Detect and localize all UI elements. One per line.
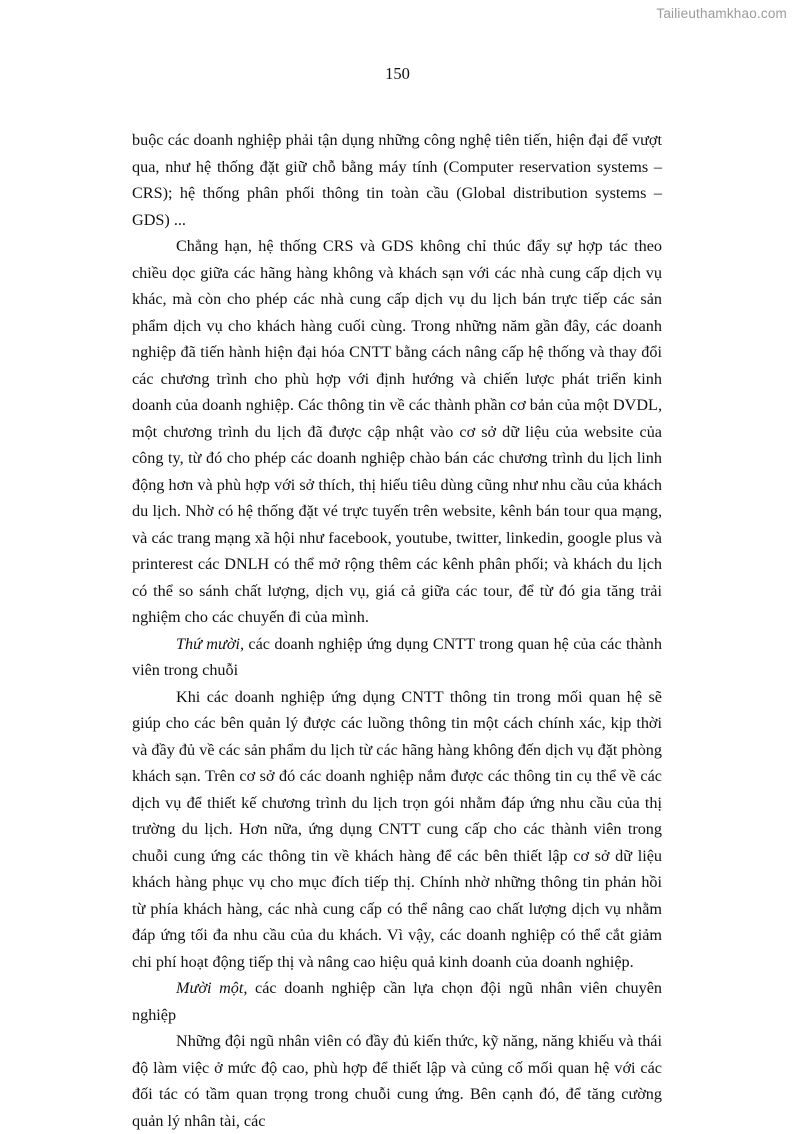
paragraph-2: Chẳng hạn, hệ thống CRS và GDS không chỉ thúc đẩy sự hợp tác theo chiều dọc giữa các hãng hàng không và khách sạn với các nhà cung cấp dịch vụ khác, mà còn cho phép các nhà cung cấp dịch vụ du lịch bán trực tiếp các sản phẩm dịch vụ cho khách hàng cuối cùng. Trong những năm gần đây, các doanh nghiệp đã tiến hành hiện đại hóa CNTT bằng cách nâng cấp hệ thống và thay đổi các chương trình cho phù hợp với định hướng và chiến lược phát triển kinh doanh của doanh nghiệp. Các thông tin về các thành phần cơ bản của một DVDL, một chương trình du lịch đã được cập nhật vào cơ sở dữ liệu của website của công ty, từ đó cho phép các doanh nghiệp chào bán các chương trình du lịch linh động hơn và phù hợp với sở thích, thị hiếu tiêu dùng cũng như nhu cầu của khách du lịch. Nhờ có hệ thống đặt vé trực tuyến trên website, kênh bán tour qua mạng, và các trang mạng xã hội như facebook, youtube, twitter, linkedin, google plus và printerest các DNLH có thể mở rộng thêm các kênh phân phối; và khách du lịch có thể so sánh chất lượng, dịch vụ, giá cả giữa các tour, để từ đó gia tăng trải nghiệm cho các chuyến đi của mình.: [132, 237, 662, 626]
heading-text: các doanh nghiệp ứng dụng CNTT trong quan hệ của các thành viên trong chuỗi: [132, 634, 662, 679]
heading-text: các doanh nghiệp cần lựa chọn đội ngũ nhân viên chuyên nghiệp: [132, 979, 662, 1024]
section-heading-thu-muoi: [132, 631, 662, 684]
paragraph-4: Khi các doanh nghiệp ứng dụng CNTT thông tin trong mối quan hệ sẽ giúp cho các bên quản lý được các luồng thông tin một cách chính xác, kịp thời và đầy đủ về các sản phẩm du lịch từ các hãng hàng không đến dịch vụ đặt phòng khách sạn. Trên cơ sở đó các doanh nghiệp nắm được các thông tin cụ thể về các dịch vụ để thiết kế chương trình du lịch trọn gói nhằm đáp ứng nhu cầu của thị trường du lịch. Hơn nữa, ứng dụng CNTT cung cấp cho các thành viên trong chuỗi cung ứng các thông tin về khách hàng để các bên thiết lập cơ sở dữ liệu khách hàng phục vụ cho mục đích tiếp thị. Chính nhờ những thông tin phản hồi từ phía khách hàng, các nhà cung cấp có thể nâng cao chất lượng dịch vụ nhằm đáp ứng tối đa nhu cầu của du khách. Vì vậy, các doanh nghiệp có thể cắt giảm chi phí hoạt động tiếp thị và nâng cao hiệu quả kinh doanh của doanh nghiệp.: [132, 687, 662, 971]
watermark-text: Tailieuthamkhao.com: [656, 6, 787, 21]
paragraph-6: Những đội ngũ nhân viên có đầy đủ kiến thức, kỹ năng, năng khiếu và thái độ làm việc ở mức độ cao, phù hợp để thiết lập và củng cố mối quan hệ với các đối tác có tầm quan trọng trong chuỗi cung ứng. Bên cạnh đó, để tăng cường quản lý nhân tài, các: [132, 1032, 662, 1130]
document-body: [132, 127, 662, 1134]
page-number: 150: [385, 64, 410, 83]
heading-label-italic: Mười một,: [176, 979, 248, 997]
heading-label-italic: Thứ mười,: [176, 634, 245, 653]
paragraph-1: buộc các doanh nghiệp phải tận dụng những công nghệ tiên tiến, hiện đại để vượt qua, như hệ thống đặt giữ chỗ bằng máy tính (Computer reservation systems – CRS); hệ thống phân phối thông tin toàn cầu (Global distribution systems – GDS) ...: [132, 131, 662, 229]
section-heading-muoi-mot: [132, 975, 662, 1028]
